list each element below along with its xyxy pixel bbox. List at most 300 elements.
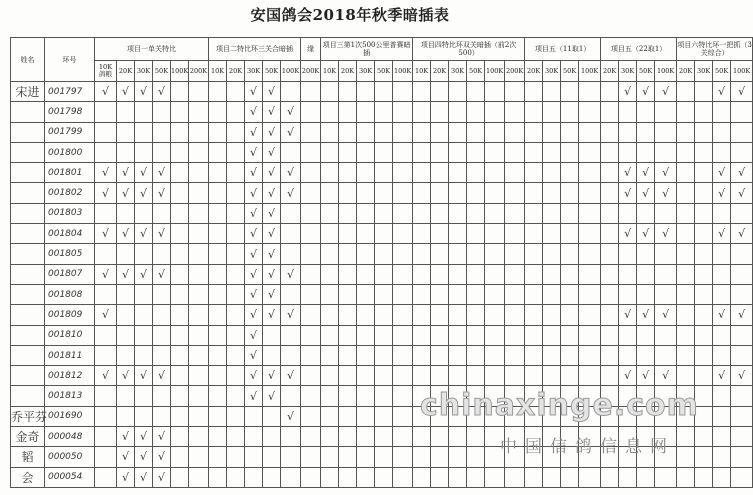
entry-cell — [525, 325, 543, 345]
check-mark-icon: √ — [718, 308, 726, 322]
entry-cell — [339, 325, 357, 345]
entry-cell — [171, 467, 189, 487]
member-name — [11, 325, 45, 345]
check-mark-icon: √ — [718, 85, 726, 99]
check-mark-icon: √ — [250, 227, 258, 241]
entry-cell — [227, 183, 245, 203]
entry-cell — [263, 427, 281, 447]
entry-cell — [321, 345, 339, 365]
entry-cell — [171, 345, 189, 365]
entry-cell — [171, 264, 189, 284]
entry-cell — [171, 102, 189, 122]
entry-cell — [301, 467, 321, 487]
ring-number: 001810 — [45, 325, 95, 345]
header-stake: 200K — [189, 61, 209, 82]
entry-cell — [413, 305, 431, 325]
entry-cell — [505, 122, 525, 142]
entry-cell — [375, 284, 393, 304]
entry-cell — [601, 142, 619, 162]
entry-cell — [189, 447, 209, 467]
entry-cell — [245, 203, 263, 223]
entry-cell — [505, 224, 525, 244]
entry-cell — [209, 386, 227, 406]
entry-cell — [601, 102, 619, 122]
entry-cell — [713, 183, 731, 203]
entry-cell — [449, 142, 467, 162]
entry-cell — [431, 203, 449, 223]
entry-cell — [153, 183, 171, 203]
entry-cell — [637, 203, 655, 223]
entry-cell — [731, 183, 753, 203]
entry-cell — [525, 467, 543, 487]
entry-cell — [245, 122, 263, 142]
entry-cell — [413, 102, 431, 122]
check-mark-icon: √ — [139, 430, 147, 444]
entry-cell — [281, 447, 301, 467]
entry-cell — [375, 102, 393, 122]
entry-cell — [227, 244, 245, 264]
entry-cell — [357, 82, 375, 102]
entry-cell — [95, 467, 117, 487]
entry-cell — [695, 264, 713, 284]
entry-cell — [485, 264, 505, 284]
entry-cell — [467, 366, 485, 386]
entry-cell — [227, 203, 245, 223]
check-mark-icon: √ — [157, 450, 165, 464]
entry-cell — [525, 264, 543, 284]
entry-cell — [713, 224, 731, 244]
entry-cell — [393, 406, 413, 426]
entry-cell — [731, 224, 753, 244]
entry-cell — [731, 284, 753, 304]
header-stake: 30K — [135, 61, 153, 82]
check-mark-icon: √ — [642, 308, 650, 322]
entry-cell — [655, 345, 677, 365]
check-mark-icon: √ — [121, 430, 129, 444]
entry-cell — [505, 467, 525, 487]
entry-cell — [601, 345, 619, 365]
entry-cell — [655, 102, 677, 122]
entry-cell — [263, 406, 281, 426]
check-mark-icon: √ — [718, 227, 726, 241]
check-mark-icon: √ — [139, 470, 147, 484]
check-mark-icon: √ — [268, 308, 276, 322]
entry-cell — [467, 284, 485, 304]
entry-cell — [189, 244, 209, 264]
header-stake: 100K — [655, 61, 677, 82]
ring-number: 000054 — [45, 467, 95, 487]
entry-cell — [281, 325, 301, 345]
entry-cell — [731, 203, 753, 223]
entry-cell — [135, 305, 153, 325]
member-name — [11, 224, 45, 244]
entry-cell — [301, 122, 321, 142]
entry-cell — [301, 366, 321, 386]
entry-cell — [301, 325, 321, 345]
entry-cell — [135, 264, 153, 284]
entry-cell — [117, 345, 135, 365]
header-stake: 50K — [153, 61, 171, 82]
entry-cell — [505, 305, 525, 325]
header-stake: 10K — [321, 61, 339, 82]
entry-cell — [281, 102, 301, 122]
entry-cell — [95, 427, 117, 447]
entry-cell — [357, 386, 375, 406]
entry-cell — [375, 183, 393, 203]
entry-cell — [245, 406, 263, 426]
check-mark-icon: √ — [287, 186, 295, 200]
entry-cell — [321, 183, 339, 203]
entry-cell — [281, 386, 301, 406]
entry-cell — [209, 102, 227, 122]
check-mark-icon: √ — [287, 267, 295, 281]
entry-cell — [281, 82, 301, 102]
entry-cell — [431, 325, 449, 345]
entry-cell — [449, 325, 467, 345]
entry-cell — [171, 82, 189, 102]
entry-cell — [263, 325, 281, 345]
entry-cell — [601, 325, 619, 345]
entry-cell — [677, 244, 695, 264]
entry-cell — [189, 325, 209, 345]
entry-cell — [95, 264, 117, 284]
check-mark-icon: √ — [738, 369, 746, 383]
entry-cell — [505, 366, 525, 386]
entry-cell — [95, 203, 117, 223]
entry-cell — [117, 447, 135, 467]
entry-cell — [449, 224, 467, 244]
entry-cell — [245, 82, 263, 102]
entry-cell — [321, 163, 339, 183]
entry-cell — [637, 366, 655, 386]
check-mark-icon: √ — [101, 186, 109, 200]
entry-cell — [579, 142, 601, 162]
entry-cell — [449, 467, 467, 487]
header-stake: 100K — [281, 61, 301, 82]
header-stake: 100K — [485, 61, 505, 82]
entry-cell — [357, 224, 375, 244]
entry-cell — [713, 305, 731, 325]
entry-cell — [357, 142, 375, 162]
entry-cell — [731, 386, 753, 406]
entry-cell — [393, 305, 413, 325]
header-stake: 10K 鸽粮 — [95, 61, 117, 82]
check-mark-icon: √ — [268, 247, 276, 261]
member-name: 宋进 — [11, 82, 45, 102]
entry-cell — [543, 244, 561, 264]
entry-cell — [301, 163, 321, 183]
member-name — [11, 386, 45, 406]
entry-cell — [153, 427, 171, 447]
entry-cell — [505, 244, 525, 264]
check-mark-icon: √ — [718, 166, 726, 180]
entry-cell — [431, 102, 449, 122]
entry-cell — [449, 345, 467, 365]
entry-cell — [619, 467, 637, 487]
entry-cell — [117, 244, 135, 264]
entry-cell — [209, 203, 227, 223]
entry-cell — [135, 224, 153, 244]
check-mark-icon: √ — [250, 369, 258, 383]
entry-cell — [449, 264, 467, 284]
entry-cell — [393, 427, 413, 447]
entry-cell — [525, 163, 543, 183]
entry-cell — [619, 102, 637, 122]
entry-cell — [485, 163, 505, 183]
header-project-1: 项目一单关特比 — [95, 38, 209, 61]
entry-cell — [209, 305, 227, 325]
entry-cell — [637, 325, 655, 345]
check-mark-icon: √ — [662, 227, 670, 241]
check-mark-icon: √ — [139, 267, 147, 281]
header-stake: 30K — [357, 61, 375, 82]
entry-cell — [171, 447, 189, 467]
check-mark-icon: √ — [121, 227, 129, 241]
entry-cell — [413, 264, 431, 284]
entry-cell — [713, 325, 731, 345]
entry-cell — [467, 305, 485, 325]
entry-cell — [117, 284, 135, 304]
entry-cell — [357, 264, 375, 284]
entry-cell — [637, 244, 655, 264]
ring-number: 001799 — [45, 122, 95, 142]
check-mark-icon: √ — [268, 166, 276, 180]
entry-cell — [209, 366, 227, 386]
check-mark-icon: √ — [121, 85, 129, 99]
entry-cell — [561, 82, 579, 102]
entry-cell — [171, 284, 189, 304]
entry-cell — [543, 467, 561, 487]
entry-cell — [431, 183, 449, 203]
entry-cell — [485, 305, 505, 325]
entry-cell — [171, 325, 189, 345]
entry-cell — [431, 467, 449, 487]
entry-cell — [485, 284, 505, 304]
entry-cell — [209, 183, 227, 203]
member-name — [11, 284, 45, 304]
entry-cell — [95, 406, 117, 426]
entry-cell — [543, 82, 561, 102]
entry-cell — [209, 284, 227, 304]
entry-cell — [339, 386, 357, 406]
entry-cell — [393, 102, 413, 122]
check-mark-icon: √ — [101, 166, 109, 180]
entry-cell — [153, 163, 171, 183]
entry-cell — [525, 82, 543, 102]
header-stake: 20K — [117, 61, 135, 82]
entry-cell — [467, 325, 485, 345]
entry-cell — [695, 284, 713, 304]
entry-cell — [731, 427, 753, 447]
entry-cell — [227, 345, 245, 365]
entry-cell — [695, 366, 713, 386]
entry-cell — [375, 366, 393, 386]
header-stake: 20K — [525, 61, 543, 82]
check-mark-icon: √ — [157, 470, 165, 484]
entry-cell — [227, 102, 245, 122]
page-title: 安国鸽会2018年秋季暗插表 — [250, 6, 450, 24]
entry-cell — [209, 122, 227, 142]
member-name — [11, 163, 45, 183]
entry-cell — [339, 467, 357, 487]
entry-cell — [505, 264, 525, 284]
header-stake: 20K — [227, 61, 245, 82]
entry-cell — [485, 82, 505, 102]
entry-cell — [561, 467, 579, 487]
entry-cell — [731, 244, 753, 264]
check-mark-icon: √ — [139, 166, 147, 180]
entry-cell — [619, 345, 637, 365]
entry-cell — [467, 102, 485, 122]
entry-cell — [485, 244, 505, 264]
entry-cell — [467, 122, 485, 142]
entry-cell — [189, 102, 209, 122]
entry-cell — [375, 447, 393, 467]
entry-cell — [393, 122, 413, 142]
ring-number: 001812 — [45, 366, 95, 386]
entry-cell — [695, 122, 713, 142]
entry-cell — [209, 82, 227, 102]
header-stake: 30K — [695, 61, 713, 82]
entry-cell — [135, 467, 153, 487]
entry-cell — [413, 366, 431, 386]
entry-cell — [637, 163, 655, 183]
entry-cell — [281, 284, 301, 304]
check-mark-icon: √ — [268, 85, 276, 99]
entry-cell — [543, 203, 561, 223]
entry-cell — [619, 325, 637, 345]
entry-cell — [357, 366, 375, 386]
entry-cell — [117, 82, 135, 102]
entry-cell — [713, 163, 731, 183]
entry-cell — [263, 467, 281, 487]
entry-cell — [731, 102, 753, 122]
header-stake: 10K — [209, 61, 227, 82]
entry-cell — [655, 467, 677, 487]
entry-cell — [95, 305, 117, 325]
entry-cell — [189, 203, 209, 223]
check-mark-icon: √ — [268, 105, 276, 119]
entry-cell — [281, 305, 301, 325]
entry-cell — [227, 264, 245, 284]
entry-cell — [431, 244, 449, 264]
entry-cell — [431, 305, 449, 325]
entry-cell — [677, 163, 695, 183]
entry-cell — [339, 142, 357, 162]
entry-cell — [695, 142, 713, 162]
entry-cell — [357, 183, 375, 203]
entry-cell — [579, 102, 601, 122]
entry-cell — [731, 305, 753, 325]
header-stake: 10K — [413, 61, 431, 82]
entry-cell — [619, 244, 637, 264]
entry-cell — [561, 244, 579, 264]
entry-cell — [339, 82, 357, 102]
entry-cell — [655, 264, 677, 284]
entry-cell — [561, 345, 579, 365]
check-mark-icon: √ — [157, 369, 165, 383]
entry-cell — [731, 447, 753, 467]
table-row — [11, 244, 753, 264]
entry-cell — [357, 102, 375, 122]
entry-cell — [301, 82, 321, 102]
member-name: 韬 — [11, 447, 45, 467]
entry-cell — [375, 386, 393, 406]
ring-number: 000050 — [45, 447, 95, 467]
check-mark-icon: √ — [250, 146, 258, 160]
entry-cell — [339, 427, 357, 447]
entry-cell — [135, 142, 153, 162]
header-stake: 20K — [601, 61, 619, 82]
entry-cell — [637, 284, 655, 304]
entry-cell — [135, 244, 153, 264]
entry-cell — [339, 264, 357, 284]
entry-cell — [601, 224, 619, 244]
entry-cell — [189, 224, 209, 244]
header-stake: 20K — [339, 61, 357, 82]
check-mark-icon: √ — [101, 308, 109, 322]
header-stake: 50K — [467, 61, 485, 82]
entry-cell — [543, 345, 561, 365]
entry-cell — [485, 122, 505, 142]
header-stake: 100K — [731, 61, 753, 82]
entry-cell — [301, 345, 321, 365]
entry-cell — [579, 467, 601, 487]
entry-cell — [413, 122, 431, 142]
check-mark-icon: √ — [250, 349, 258, 362]
entry-cell — [431, 264, 449, 284]
entry-cell — [321, 82, 339, 102]
entry-cell — [263, 82, 281, 102]
check-mark-icon: √ — [157, 227, 165, 241]
check-mark-icon: √ — [738, 227, 746, 241]
entry-cell — [713, 406, 731, 426]
check-mark-icon: √ — [287, 105, 295, 119]
entry-cell — [153, 345, 171, 365]
entry-cell — [171, 122, 189, 142]
header-project-2-note: 缘 — [301, 38, 321, 61]
entry-cell — [375, 203, 393, 223]
entry-cell — [543, 305, 561, 325]
entry-cell — [485, 142, 505, 162]
entry-cell — [731, 325, 753, 345]
entry-cell — [245, 325, 263, 345]
entry-cell — [263, 224, 281, 244]
entry-cell — [543, 366, 561, 386]
check-mark-icon: √ — [139, 85, 147, 99]
check-mark-icon: √ — [157, 186, 165, 200]
entry-cell — [153, 224, 171, 244]
entry-cell — [281, 183, 301, 203]
check-mark-icon: √ — [738, 166, 746, 180]
entry-cell — [153, 244, 171, 264]
entry-cell — [95, 102, 117, 122]
entry-cell — [321, 284, 339, 304]
check-mark-icon: √ — [250, 247, 258, 261]
ring-number: 001800 — [45, 142, 95, 162]
entry-cell — [301, 305, 321, 325]
entry-cell — [637, 305, 655, 325]
entry-cell — [357, 467, 375, 487]
entry-cell — [339, 203, 357, 223]
table-row — [11, 224, 753, 244]
entry-cell — [95, 82, 117, 102]
entry-cell — [301, 224, 321, 244]
check-mark-icon: √ — [101, 85, 109, 99]
entry-cell — [339, 224, 357, 244]
header-stake: 30K — [619, 61, 637, 82]
table-row — [11, 203, 753, 223]
